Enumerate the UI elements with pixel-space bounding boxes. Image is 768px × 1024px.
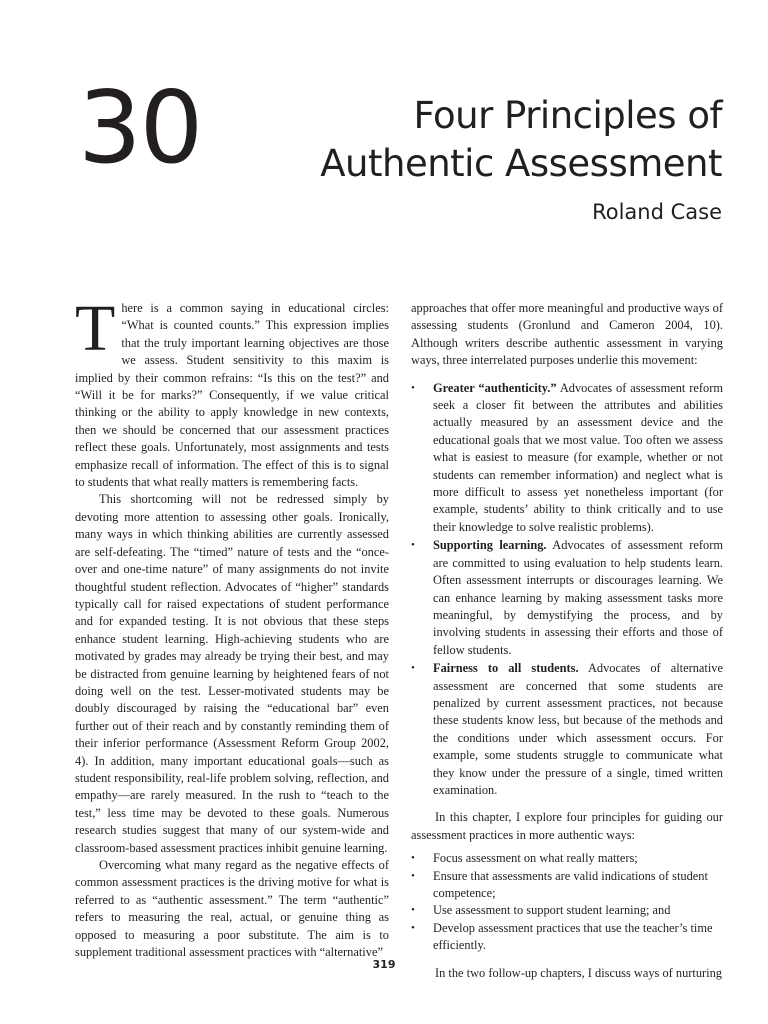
bullet-icon: • (411, 921, 415, 934)
chapter-title-line-1: Four Principles of (413, 94, 722, 137)
principles-list (411, 850, 723, 954)
intro-paragraph-text: here is a common saying in educational circles: “What is counted counts.” This expression implies that the truly important learning objectives are those we assess. Student sensitivity to this maxim is implied by their common refrains: “Is this on the test?” and “Will it be for marks?” Consequently, if we value critical thinking or the ability to apply knowledge in new contexts, then we should be concerned that our assessment practices reflect these goals. Unfortunately, most assignments and tests emphasize recall of information. The effect of this is to signal to students that what really matters is remembering facts. (75, 301, 389, 490)
principle-text: Focus assessment on what really matters; (433, 851, 638, 866)
left-column (75, 292, 389, 961)
purpose-lead: Fairness to all students. (433, 661, 579, 676)
bullet-icon: • (411, 381, 415, 394)
purpose-text: Advocates of assessment reform seek a closer fit between the attributes and abilities actually measured by an assessment device and the educational goals that we most value. Too often we assess what is easiest to measure (for example, whether or not students can remember information) and neglect what is more difficult to assess yet nonetheless important (for example, students’ ability to think critically and to use their knowledge to solve realistic problems). (433, 380, 723, 534)
purpose-lead: Supporting learning. (433, 538, 547, 553)
body-paragraph-2: This shortcoming will not be redressed simply by devoting more attention to assessing other goals. Ironically, many ways in which thinking abilities are currently assessed are self-defeating. The “timed” nature of tests and the “once-over and one-time nature” of many assignments do not invite thoughtful student reflection. Advocates of “higher” standards typically call for raised expectations of student performance and for expanded testing. It is not obvious that these steps enhance student learning. High-achieving students who are motivated by grades may already be trying their best, and may be distracted from genuine learning by heightened fears of not doing well on the test. Lesser-motivated students may be doubly discouraged by raising the “educational bar” even further out of their reach and by constantly reminding them of their inferior performance (Assessment Reform Group 2002, 4). In addition, many important educational goals—such as student responsibility, real-life problem solving, reflection, and empathy—are rarely measured. In the rush to “teach to the test,” less time may be devoted to these goals. Numerous research studies suggest that many of our system-wide and classroom-based assessment practices inhibit genuine learning. (75, 492, 389, 855)
list-item (411, 380, 723, 537)
principle-text: Ensure that assessments are valid indications of student competence; (433, 868, 708, 900)
bullet-icon: • (411, 904, 415, 917)
chapter-number: 30 (78, 69, 202, 186)
purpose-text: Advocates of assessment reform are committed to using evaluation to help students learn. Often assessment interrupts or discourages learning. We can enhance learning by making assessment tasks more meaningful, by demystifying the process, and by involving students in assessing their efforts and those of fellow students. (433, 538, 723, 657)
body-paragraph-3: Overcoming what many regard as the negative effects of common assessment practices is the driving motive for what is referred to as “authentic assessment.” The term “authentic” refers to measuring the real, actual, or genuine thing as opposed to measuring a poor substitute. The aim is to supplement traditional assessment practices with “alternative” (75, 858, 389, 960)
bullet-icon: • (411, 662, 415, 675)
principles-intro-paragraph: In this chapter, I explore four principles for guiding our assessment practices in more authentic ways: (411, 810, 723, 842)
right-column (411, 300, 723, 982)
list-item (411, 660, 723, 799)
purposes-list (411, 380, 723, 800)
list-item (411, 868, 723, 903)
chapter-title (320, 92, 722, 188)
bullet-icon: • (411, 852, 415, 865)
list-item (411, 537, 723, 659)
bullet-icon: • (411, 869, 415, 882)
drop-cap: T (75, 292, 116, 365)
closing-paragraph: In the two follow-up chapters, I discuss ways of nurturing (435, 965, 722, 980)
bullet-icon: • (411, 539, 415, 552)
author-name: Roland Case (592, 200, 722, 224)
chapter-title-line-2: Authentic Assessment (320, 142, 722, 185)
principle-text: Develop assessment practices that use the teacher’s time efficiently. (433, 920, 713, 953)
principle-text: Use assessment to support student learning; and (433, 903, 671, 918)
intro-paragraph (75, 292, 389, 491)
purpose-lead: Greater “authenticity.” (433, 380, 557, 395)
page-number: 319 (372, 958, 396, 971)
list-item (411, 920, 723, 955)
purpose-text: Advocates of alternative assessment are concerned that some students are penalized by current assessment practices, not because these students know less, but because of the methods and the conditions under which assessment occurs. For example, some students struggle to communicate what they know under the pressure of a single, timed written examination. (433, 661, 723, 797)
list-item (411, 902, 723, 919)
continuation-paragraph: approaches that offer more meaningful and productive ways of assessing students (Gronlund and Cameron 2004, 10). Although writers describe authentic assessment in varying ways, three interrelated purposes underlie this movement: (411, 301, 723, 368)
list-item (411, 850, 723, 867)
